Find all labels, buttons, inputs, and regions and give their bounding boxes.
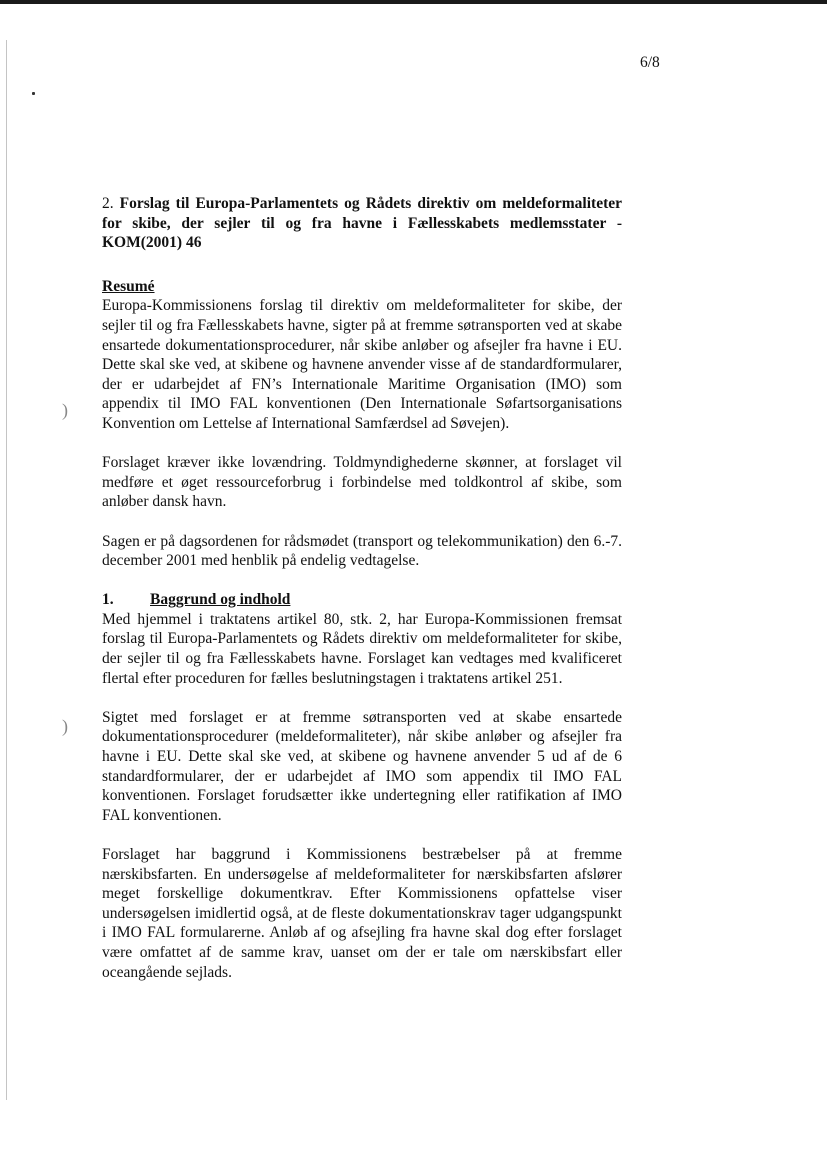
section-paragraph: Forslaget har baggrund i Kommissionens bestræbelser på at fremme nærskibsfarten. En undersøgelse af meldeformaliteter for nærskibsfarten afslører meget forskellige dokumentkrav. Efter Kommissionens opfattelse viser undersøgelsen imidlertid også, at de fleste dokumentationskrav tager udgangspunkt i IMO FAL formularerne. Anløb af og afsejling fra havne skal dog efter forslaget være omfattet af de samme krav, uanset om der er tale om nærskibsfart eller oceangående sejlads. [102, 846, 622, 981]
punch-hole-mark: ) [62, 400, 68, 420]
section-title: Baggrund og indhold [150, 591, 291, 609]
title-number: 2. [102, 195, 114, 212]
punch-hole-mark: ) [62, 716, 68, 736]
title-text: Forslag til Europa-Parlamentets og Rådets direktiv om meldeformaliteter for skibe, der sejler til og fra havne i Fællesskabets medlemsstater - KOM(2001) 46 [102, 195, 622, 252]
resume-paragraph: Sagen er på dagsordenen for rådsmødet (transport og telekommunikation) den 6.-7. december 2001 med henblik på endelig vedtagelse. [102, 532, 622, 570]
section-paragraph: Med hjemmel i traktatens artikel 80, stk. 2, har Europa-Kommissionen fremsat forslag til Europa-Parlamentets og Rådets direktiv om meldeformaliteter for skibe, der sejler til og fra Fællesskabets havne. Forslaget kan vedtages med kvalificeret flertal efter proceduren for fælles beslutningstagen i traktatens artikel 251. [102, 610, 622, 687]
resume-heading: Resumé [102, 277, 155, 295]
document-body [102, 194, 622, 982]
page-number: 6/8 [640, 54, 660, 71]
resume-paragraph: Europa-Kommissionens forslag til direktiv om meldeformaliteter for skibe, der sejler til og fra Fællesskabets havne, sigter på at fremme søtransporten ved at skabe ensartede dokumentationsprocedurer, når skibe anløber og afsejler fra havne i EU. Dette skal ske ved, at skibene og havnene anvender visse af de standardformularer, der er udarbejdet af FN’s Internationale Maritime Organisation (IMO) som appendix til IMO FAL konventionen (Den Internationale Søfartsorganisations Konvention om Lettelse af International Samfærdsel ad Søvejen). [102, 297, 622, 432]
section-paragraph: Sigtet med forslaget er at fremme søtransporten ved at skabe ensartede dokumentationsprocedurer (meldeformaliteter), når skibe anløber og afsejler fra havne i EU. Dette skal ske ved, at skibene og havnene anvender 5 ud af de 6 standardformularer, der er udarbejdet af IMO som appendix til IMO FAL konventionen. Forslaget forudsætter ikke undertegning eller ratifikation af IMO FAL konventionen. [102, 708, 622, 824]
scan-left-edge [6, 40, 7, 1100]
scan-top-border [0, 0, 827, 4]
scan-speck [32, 92, 35, 95]
section-heading [102, 590, 622, 610]
document-title [102, 194, 622, 253]
resume-paragraph: Forslaget kræver ikke lovændring. Toldmyndighederne skønner, at forslaget vil medføre et øget ressourceforbrug i forbindelse med toldkontrol af skibe, som anløber dansk havn. [102, 454, 622, 511]
section-number: 1. [102, 591, 114, 609]
